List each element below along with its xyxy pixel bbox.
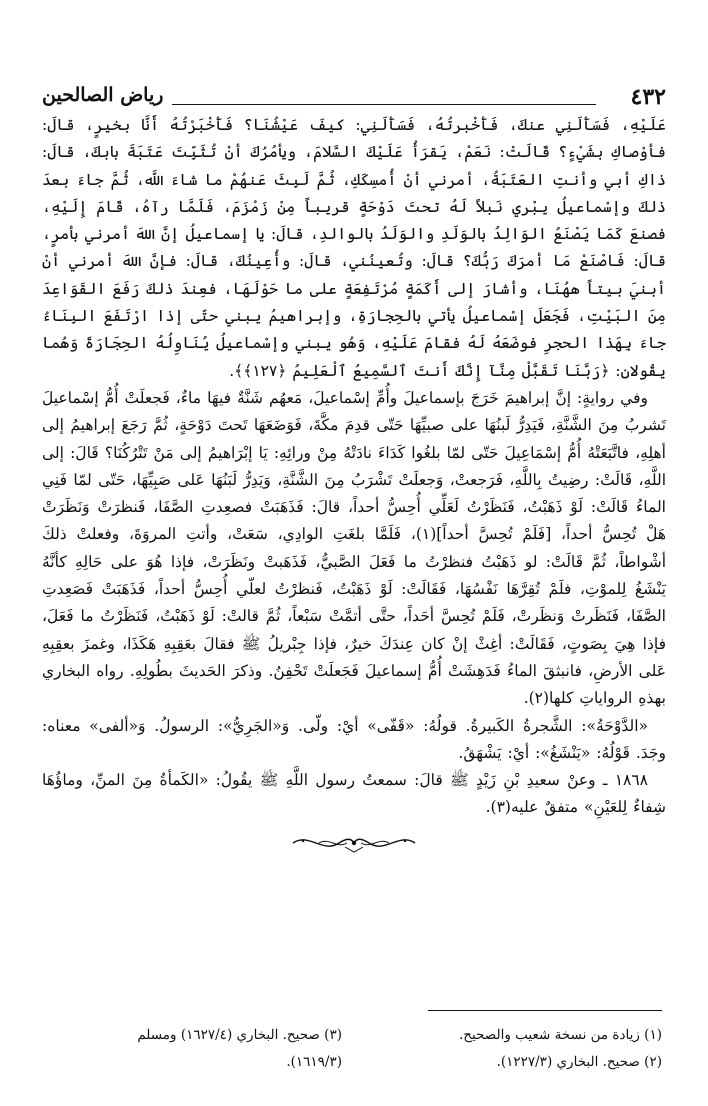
page-number: ٤٣٢ xyxy=(630,84,666,110)
paragraph-hadith-continuation: عَلَيْهِ، فَسَأَلَنِي عنكَ، فَأَخْبرتُهُ، فَسَأَلَنِي: كيفَ عَيْشُنَا؟ فَأَخْبَرْتُهُ أَنَّا بخيرٍ، قالَ: فأوْصاكِ بشَيْءٍ؟ قَالَتْ: نَعَمْ، يَقرَأُ عَلَيْكَ السَّلامَ، ويأمُرُكَ أنْ تُثَبِّتَ عَتَبَةَ بابكَ، قالَ: ذاكِ أبي وأنتِ العَتَبَةُ، أمرني أنْ أُمسِكَكِ، ثُمَّ لَبِثَ عَنهُمْ ما شاءَ اللَّه، ثُمَّ جاءَ بعدَ ذلكَ وإسْماعيلُ يبْري نَبلاً لَهُ تحتَ دَوْحَةٍ قريباً مِنْ زَمْزَمَ، فَلَمَّا رآهُ، قَامَ إِلَيْهِ، فصنعَ كَمَا يَصْنَعُ الوَالِدُ بالوَلَدِ والوَلَدُ بالوالدِ، قالَ: يا إسماعيلُ إنَّ اللهَ أمرني بأمرٍ، قالَ: فَاصْنَعْ مَا أمرَكَ رَبُّكَ؟ قالَ: وتُعينُني، قالَ: وأُعِينُكَ، قالَ: فإنَّ اللهَ أمرني أنْ أبنيَ بيتاً ههُنَا، وأشارَ إلى أَكَمَةٍ مُرْتَفِعَةٍ على ما حَوْلَهَا، فعِندَ ذلكَ رَفَعَ القَوَاعِدَ مِنَ البَيْتِ، فَجَعَلَ إسْماعيلُ يأتي بالحِجارَةِ، وإبراهيمُ يبني حتّى إذا ارْتَفَعَ البِنَاءُ جاءَ بِهَذا الحجرِ فوضَعَهُ لَهُ فقامَ عَلَيْهِ، وَهُو يبني وإسْماعيلُ يُنَاوِلُهُ الحِجَارَةَ وَهُما يقُولانِ: ﴿رَبَّنَا تَقَبَّلْ مِنَّآ إِنَّكَ أَنتَ ٱلسَّمِيعُ ٱلْعَلِيمُ ﴿١٢٧﴾﴾. xyxy=(42,116,666,380)
paragraph-glossary: «الدَّوْحَةُ»: الشَّجرةُ الكَبيرةُ. قولُهُ: «قَفّى» أيْ: ولّى. وَ«الجَرِيُّ»: الرسولُ. وَ«ألفى» معناه: وجَدَ. قَوْلُهُ: «يَنْشَغُ»: أيْ: يَشْهَقُ. xyxy=(42,716,666,762)
footnote-3-continued: (١٦١٩/٣). xyxy=(286,1054,342,1070)
footnotes-left-column xyxy=(42,1022,342,1076)
ornament-divider-icon xyxy=(289,828,419,858)
page-header xyxy=(42,84,666,114)
footnote-rule xyxy=(428,1010,662,1011)
paragraph-second-narration: وفي روايةٍ: إنَّ إبراهيمَ خَرَجَ بإسماعيلَ وأُمِّ إسْماعيلَ، مَعهُم شَنَّةٌ فيهَا ماءٌ، فَجعلَتْ أُمُّ إسْماعيلَ تَشربُ مِنَ الشَّنَّةِ، فَيَدِرُّ لَبنُهَا على صبيِّهَا حَتّى قدِمَ مكَّةَ، فَوَضَعَهَا تَحتَ دَوْحَةٍ، ثُمَّ رَجَعَ إبراهيمُ إلى أهلِهِ، فاتَّبَعَتْهُ أُمُّ إسْمَاعِيلَ حَتّى لمّا بلغُوا كَدَاءَ نادَتْهُ مِنْ ورائِهِ: يَا إبْرَاهيمُ إلى مَنْ تَتْرُكُنَا؟ قَالَ: إلى اللَّهِ، قَالَتْ: رضِيتُ بِاللَّهِ، فَرَجعتْ، وَجعلَتْ تَشْرَبُ مِنَ الشَّنَّةِ، وَيَدِرُّ لَبَنُهَا عَلى صَبِيِّهَا، حَتّى لمّا فَنِي الماءُ قَالَتْ: لَوْ ذَهَبْتُ، فَنَظَرْتُ لَعَلِّي أُحِسُّ أحداً، قالَ: فَذَهَبَتْ فصعِدتِ الصَّفَا، فَنظرَتْ وَنَظَرَتْ هَلْ تُحِسُّ أحداً، [فَلَمْ تُحِسَّ أحداً](١)، فَلَمَّا بلغَتِ الوادِي، سَعَتْ، وأتتِ المروَةَ، وفعلتْ ذلكَ أشْواطاً، ثُمَّ قَالَتْ: لو ذَهَبْتُ فنظرْتُ ما فَعَلَ الصَّبيُّ، فَذَهَبتْ ونَظَرَتْ، فإذا هُوَ على حَالِهِ كأنَّهُ يَنْشَغُ لِلموْتِ، فلَمْ تُقِرَّهَا نَفْسُهَا، فَقَالَتْ: لَوْ ذَهَبْتُ، فَنظرْتُ لعلّي أُحِسُّ أحداً، فَذَهَبَتْ فَصَعِدتِ الصَّفَا، فَنَظَرتْ وَنظَرتْ، فَلَمْ تُحِسَّ أحَداً، حتَّى أتمَّتْ سَبْعاً، ثُمَّ قالتْ: لَوْ ذَهَبْتُ، فَنَظَرْتُ ما فَعَلَ، فإذا هِيَ بِصَوتٍ، فَقَالَتْ: أغِثْ إنْ كان عِندَكَ خيرٌ، فإذا جِبْريلُ ﷺ فقالَ بعَقِبِهِ هَكَذَا، وغمزَ بعقِبِهِ عَلى الأرضِ، فانبثقَ الماءُ فَدَهِشَتْ أُمُّ إسماعيلَ فَجَعلَتْ تَحْفِنُ. وذكرَ الحَديثَ بطُولِهِ. رواه البخاري بهذهِ الرواياتِ كلها(٢). xyxy=(42,388,666,708)
header-rule xyxy=(172,104,596,105)
book-title: رياض الصالحين xyxy=(42,84,164,106)
page-body xyxy=(42,112,666,858)
footnote-2: (٢) صحيح. البخاري (١٢٢٧/٣). xyxy=(496,1054,662,1070)
footnote-1: (١) زيادة من نسخة شعيب والصحيح. xyxy=(458,1027,662,1043)
paragraph-hadith-1868: ١٨٦٨ ـ وعنْ سعيدِ بْنِ زَيْدٍ ﷺ قالَ: سمعتُ رسول اللَّهِ ﷺ يقُولُ: «الكَمأةُ مِنَ المنِّ، وماؤُهَا شِفاءٌ لِلعَيْنِ» متفقٌ عليه(٣). xyxy=(42,771,666,817)
footnotes xyxy=(42,1022,662,1082)
footnotes-right-column xyxy=(362,1022,662,1076)
footnote-3: (٣) صحيح. البخاري (١٦٢٧/٤) ومسلم xyxy=(137,1027,342,1043)
